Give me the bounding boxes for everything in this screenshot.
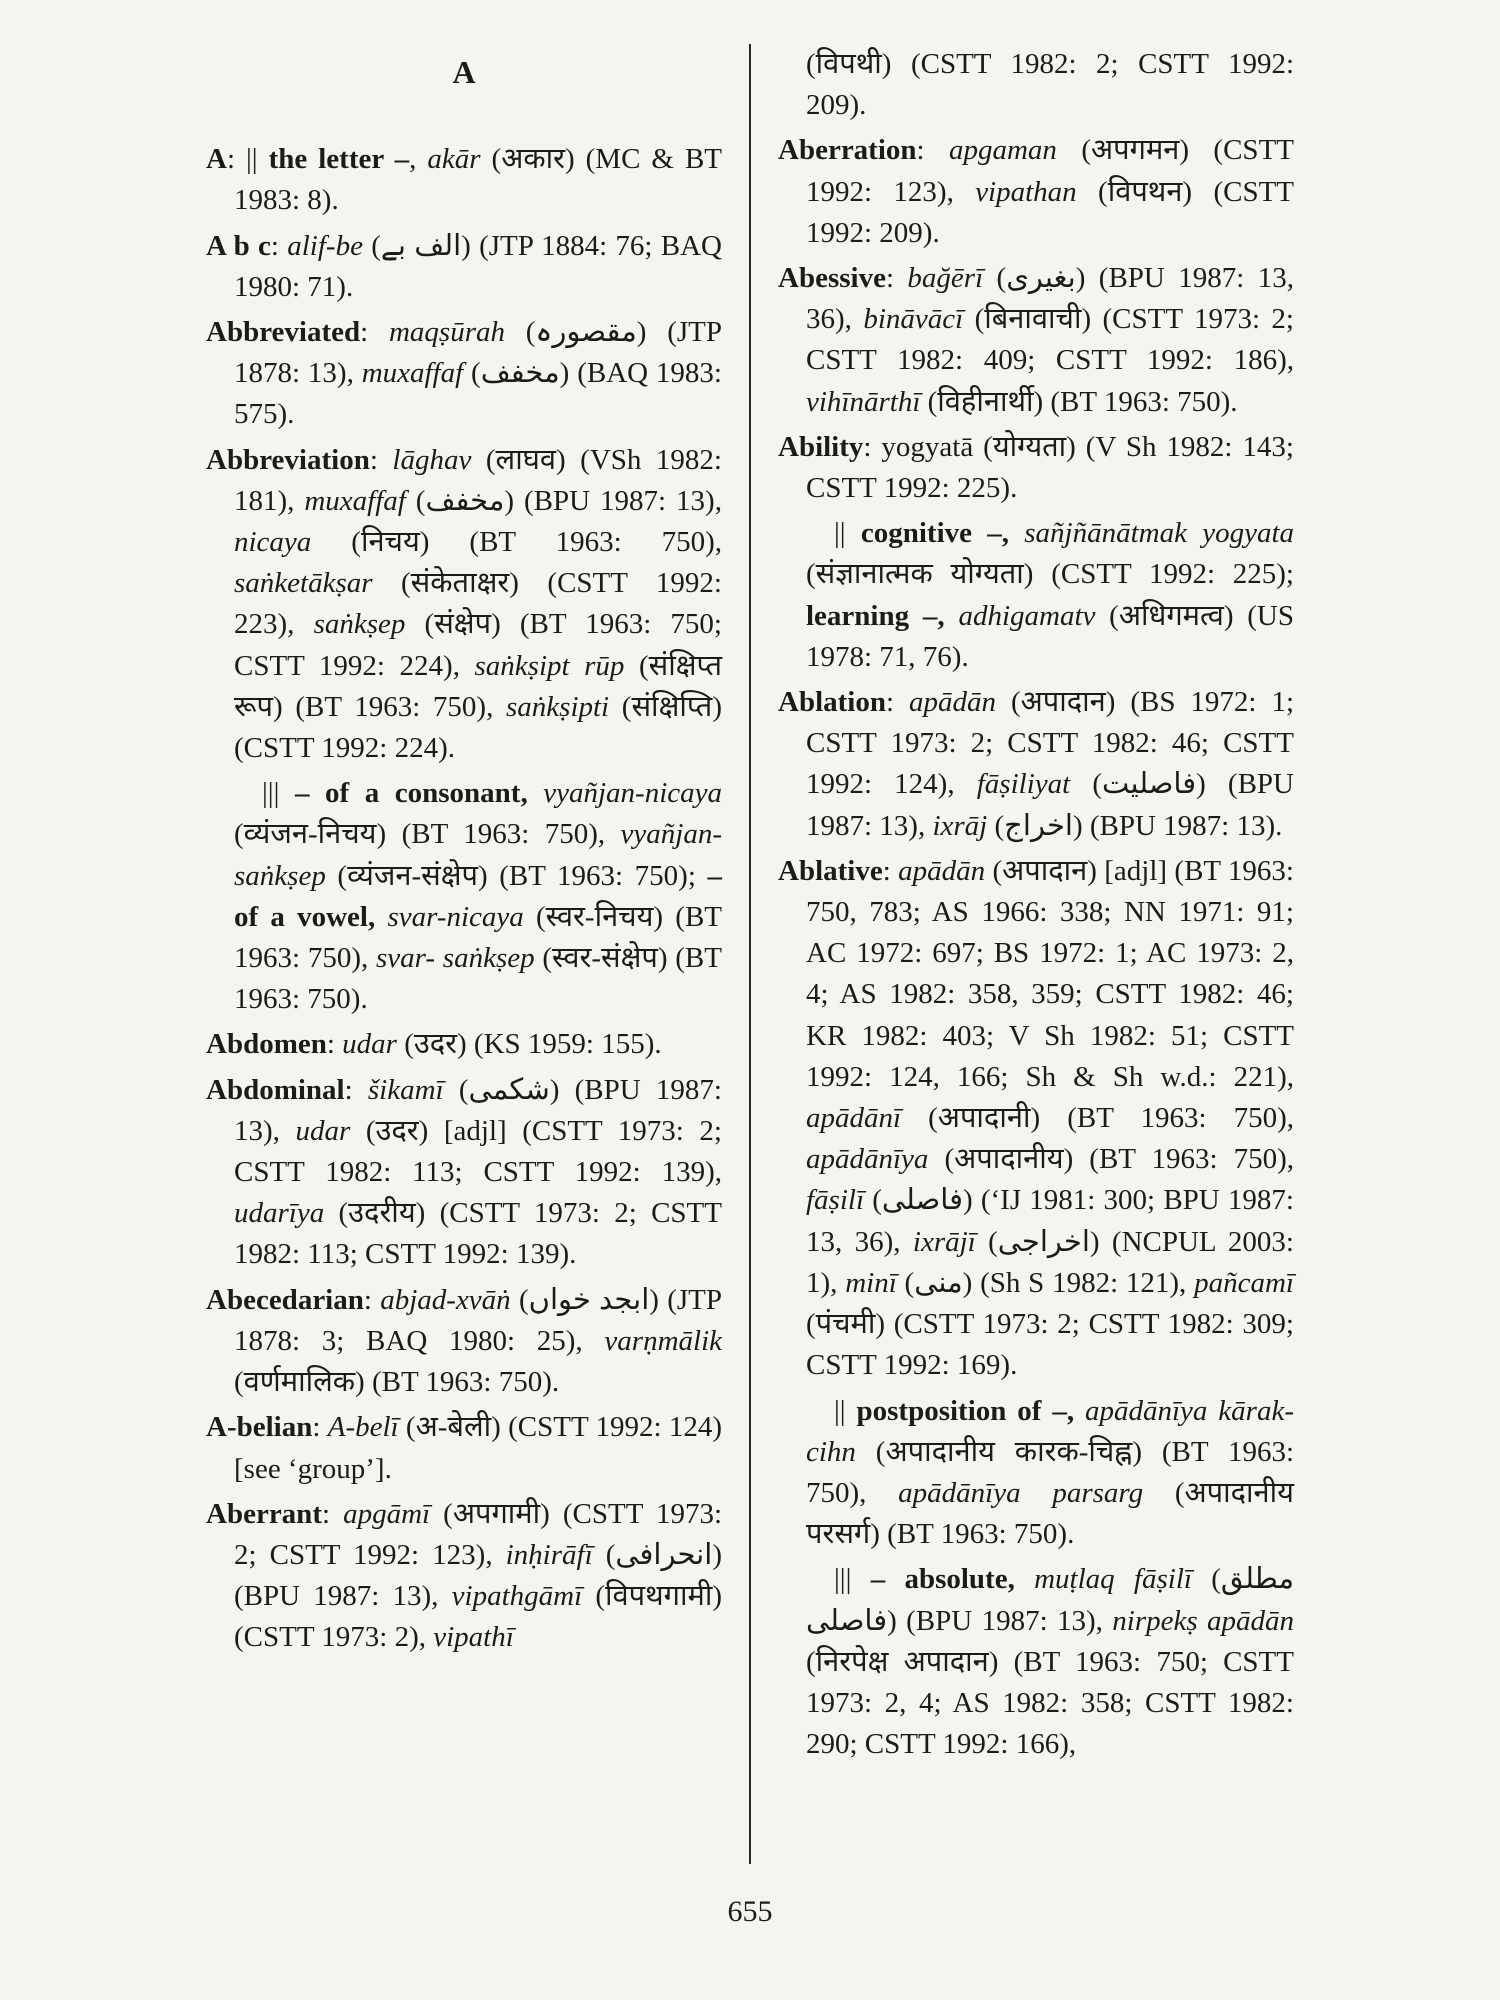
dictionary-entry: Abdominal: šikamī (شکمی) (BPU 1987: 13), udar (उदर) [adjl] (CSTT 1973: 2; CSTT 1982: 113; CSTT 1992: 139), udarīya (उदरीय) (CSTT 1973: 2; CSTT 1982: 113; CSTT 1992: 139). bbox=[206, 1073, 722, 1271]
dictionary-entry: A: || the letter –, akār (अकार) (MC & BT 1983: 8). bbox=[206, 143, 723, 217]
dictionary-entry: Aberrant: apgāmī (अपगामी) (CSTT 1973: 2; CSTT 1992: 123), inḥirāfī (انحرافی) (BPU 1987: 13), vipathgāmī (विपथगामी) (CSTT 1973: 2), vipathī bbox=[206, 1497, 722, 1654]
dictionary-entry: A b c: alif-be (الف بے) (JTP 1884: 76; BAQ 1980: 71). bbox=[206, 229, 722, 303]
dictionary-entry: Ablation: apādān (अपादान) (BS 1972: 1; CSTT 1973: 2; CSTT 1982: 46; CSTT 1992: 124), fāṣiliyat (فاصلیت) (BPU 1987: 13), ixrāj (اخراج) (BPU 1987: 13). bbox=[778, 686, 1295, 842]
dictionary-entry: A-belian: A-belī (अ-बेली) (CSTT 1992: 124) [see ‘group’]. bbox=[206, 1411, 723, 1485]
left-subentry-consonant-vowel: ||| – of a consonant, vyañjan-nicaya (व्यंजन-निचय) (BT 1963: 750), vyañjan-saṅkṣep (व्यंजन-संक्षेप) (BT 1963: 750); – of a vowel, svar-nicaya (स्वर-निचय) (BT 1963: 750), svar- saṅkṣep (स्वर-संक्षेप) (BT 1963: 750). bbox=[234, 777, 723, 1016]
right-subentry-ability: || cognitive –, sañjñānātmak yogyata (संज्ञानात्मक योग्यता) (CSTT 1992: 225); learning –, adhigamatv (अधिगमत्व) (US 1978: 71, 76). bbox=[806, 517, 1295, 673]
dictionary-entry: Abbreviation: lāghav (लाघव) (VSh 1982: 181), muxaffaf (مخفف) (BPU 1987: 13), nicaya (निचय) (BT 1963: 750), saṅketākṣar (संकेताक्षर) (CSTT 1992: 223), saṅkṣep (संक्षेप) (BT 1963: 750; CSTT 1992: 224), saṅkṣipt rūp (संक्षिप्त रूप) (BT 1963: 750), saṅkṣipti (संक्षिप्ति) (CSTT 1992: 224). bbox=[206, 443, 723, 765]
dictionary-entry: Abecedarian: abjad-xvāṅ (ابجد خواں) (JTP 1878: 3; BAQ 1980: 25), varṇmālik (वर्णमालिक) (BT 1963: 750). bbox=[206, 1283, 722, 1399]
left-entries bbox=[206, 139, 722, 769]
right-entries bbox=[778, 130, 1294, 509]
right-column bbox=[778, 44, 1294, 1769]
dictionary-entry: Ability: yogyatā (योग्यता) (V Sh 1982: 143; CSTT 1992: 225). bbox=[778, 430, 1294, 505]
column-divider bbox=[749, 44, 751, 1864]
left-column bbox=[206, 44, 722, 1663]
dictionary-entry: Abdomen: udar (उदर) (KS 1959: 155). bbox=[206, 1028, 662, 1061]
right-subentry-postposition: || postposition of –, apādānīya kārak-cihn (अपादानीय कारक-चिह्न) (BT 1963: 750), apādānīya parsarg (अपादानीय परसर्ग) (BT 1963: 750). bbox=[806, 1394, 1294, 1551]
dictionary-entry: Ablative: apādān (अपादान) [adjl] (BT 1963: 750, 783; AS 1966: 338; NN 1971: 91; AC 1972: 697; BS 1972: 1; AC 1973: 2, 4; AS 1982: 358, 359; CSTT 1982: 46; KR 1982: 403; V Sh 1982: 51; CSTT 1992: 124, 166; Sh & Sh w.d.: 221), apādānī (अपादानी) (BT 1963: 750), apādānīya (अपादानीय) (BT 1963: 750), fāṣilī (فاصلی) (‘IJ 1981: 300; BPU 1987: 13, 36), ixrājī (اخراجی) (NCPUL 2003: 1), minī (منی) (Sh S 1982: 121), pañcamī (पंचमी) (CSTT 1973: 2; CSTT 1982: 309; CSTT 1992: 169). bbox=[778, 854, 1294, 1382]
right-entries-continued bbox=[778, 682, 1294, 1386]
dictionary-entry: Abbreviated: maqṣūrah (مقصورہ) (JTP 1878: 13), muxaffaf (مخفف) (BAQ 1983: 575). bbox=[206, 316, 722, 431]
left-entries-continued bbox=[206, 1024, 722, 1658]
page-number: 655 bbox=[727, 1895, 773, 1928]
dictionary-entry: Aberration: apgaman (अपगमन) (CSTT 1992: 123), vipathan (विपथन) (CSTT 1992: 209). bbox=[778, 134, 1295, 249]
right-continuation: (विपथी) (CSTT 1982: 2; CSTT 1992: 209). bbox=[806, 48, 1294, 122]
dictionary-entry: Abessive: bağērī (بغیری) (BPU 1987: 13, 36), bināvācī (बिनावाची) (CSTT 1973: 2; CSTT 1982: 409; CSTT 1992: 186), vihīnārthī (विहीनार्थी) (BT 1963: 750). bbox=[778, 262, 1294, 418]
letter-heading: A bbox=[452, 54, 476, 90]
right-subentry-absolute: ||| – absolute, muṭlaq fāṣilī (مطلق فاصلی) (BPU 1987: 13), nirpekṣ apādān (निरपेक्ष अपादान) (BT 1963: 750; CSTT 1973: 2, 4; AS 1982: 358; CSTT 1982: 290; CSTT 1992: 166), bbox=[806, 1563, 1294, 1761]
